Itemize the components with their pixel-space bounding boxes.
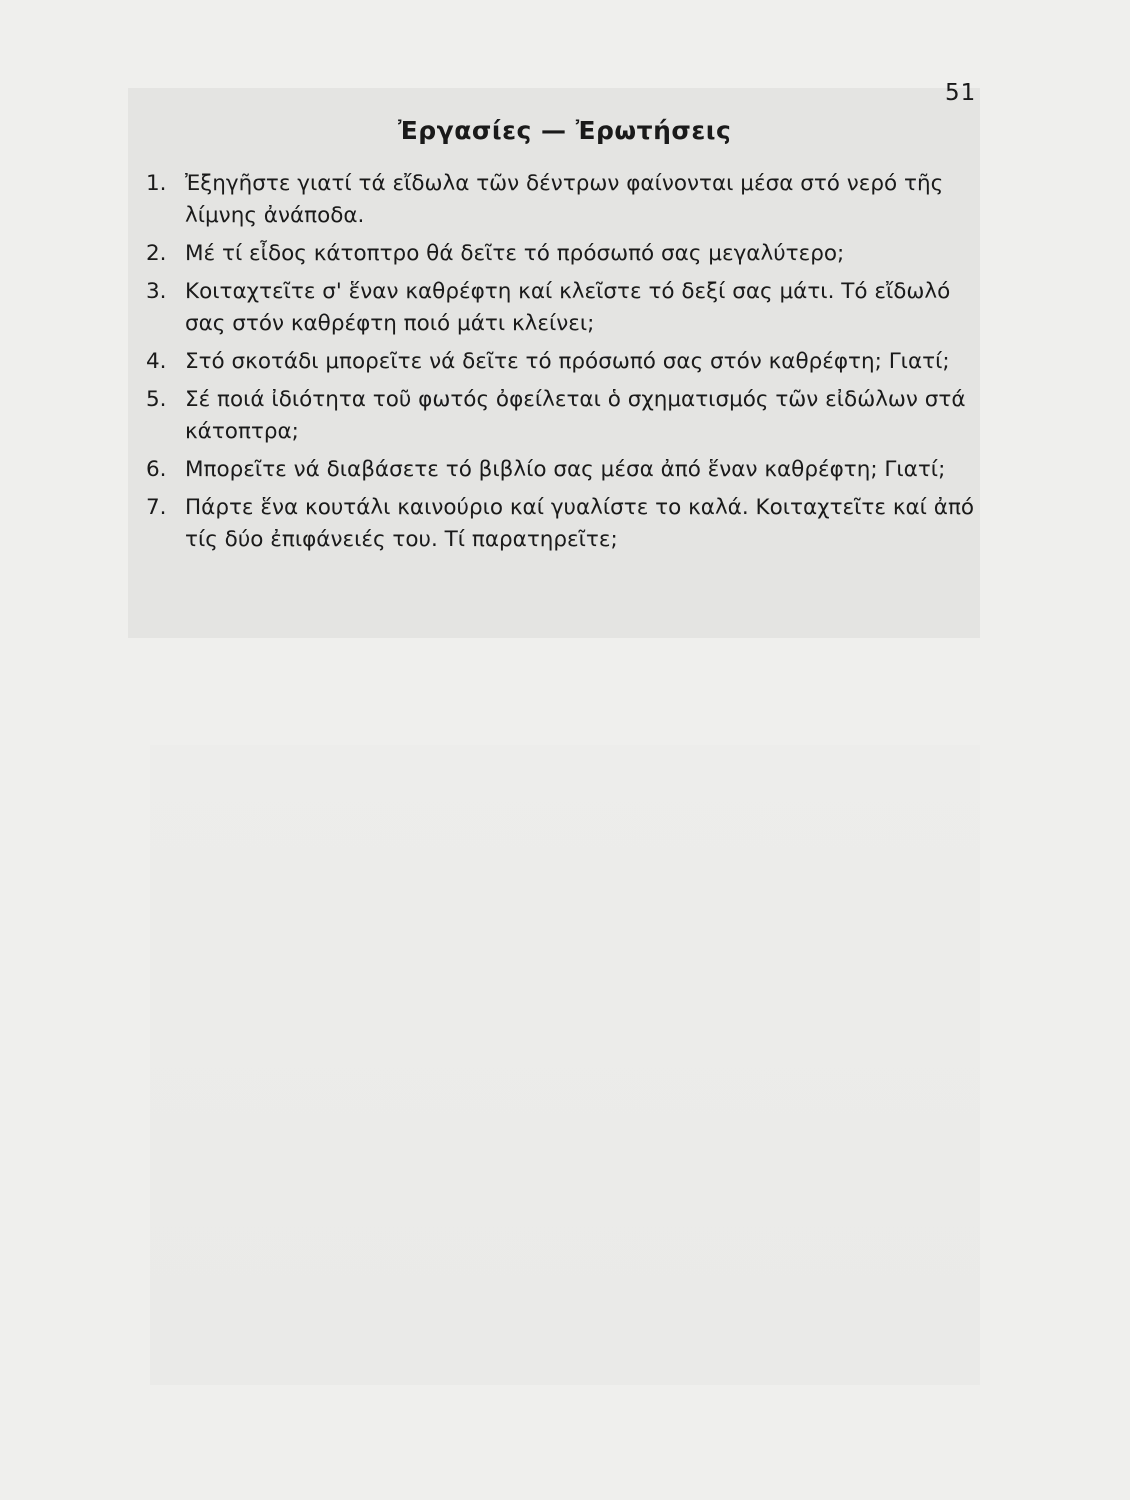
list-item [142,238,992,270]
item-text: Κοιταχτεῖτε σ' ἕναν καθρέφτη καί κλεῖστε τό δεξί σας μάτι. Τό εἴδωλό σας στόν καθρέφτη ποιό μάτι κλείνει; [185,279,951,336]
list-item [142,346,992,378]
item-number: 1. [146,171,167,196]
item-number: 2. [146,241,167,266]
item-number: 6. [146,457,167,482]
list-item [142,168,992,232]
questions-list [142,168,992,562]
page-number: 51 [945,80,977,106]
list-item [142,454,992,486]
list-item [142,384,992,448]
item-number: 4. [146,349,167,374]
list-item [142,276,992,340]
item-number: 5. [146,387,167,412]
bleed-through-lower-region [150,745,980,1385]
list-item [142,492,992,556]
page-title: Ἐργασίες — Ἐρωτήσεις [398,116,732,145]
item-number: 7. [146,495,167,520]
item-text: Ἐξηγῆστε γιατί τά εἴδωλα τῶν δέντρων φαίνονται μέσα στό νερό τῆς λίμνης ἀνάποδα. [185,171,944,228]
item-text: Πάρτε ἕνα κουτάλι καινούριο καί γυαλίστε το καλά. Κοιταχτεῖτε καί ἀπό τίς δύο ἐπιφάνειές του. Τί παρατηρεῖτε; [185,495,975,552]
item-text: Μέ τί εἶδος κάτοπτρο θά δεῖτε τό πρόσωπό σας μεγαλύτερο; [185,241,845,266]
item-text: Μπορεῖτε νά διαβάσετε τό βιβλίο σας μέσα ἀπό ἕναν καθρέφτη; Γιατί; [185,457,946,482]
item-text: Στό σκοτάδι μπορεῖτε νά δεῖτε τό πρόσωπό σας στόν καθρέφτη; Γιατί; [185,349,950,374]
item-text: Σέ ποιά ἰδιότητα τοῦ φωτός ὀφείλεται ὁ σχηματισμός τῶν εἰδώλων στά κάτοπτρα; [185,387,966,444]
item-number: 3. [146,279,167,304]
